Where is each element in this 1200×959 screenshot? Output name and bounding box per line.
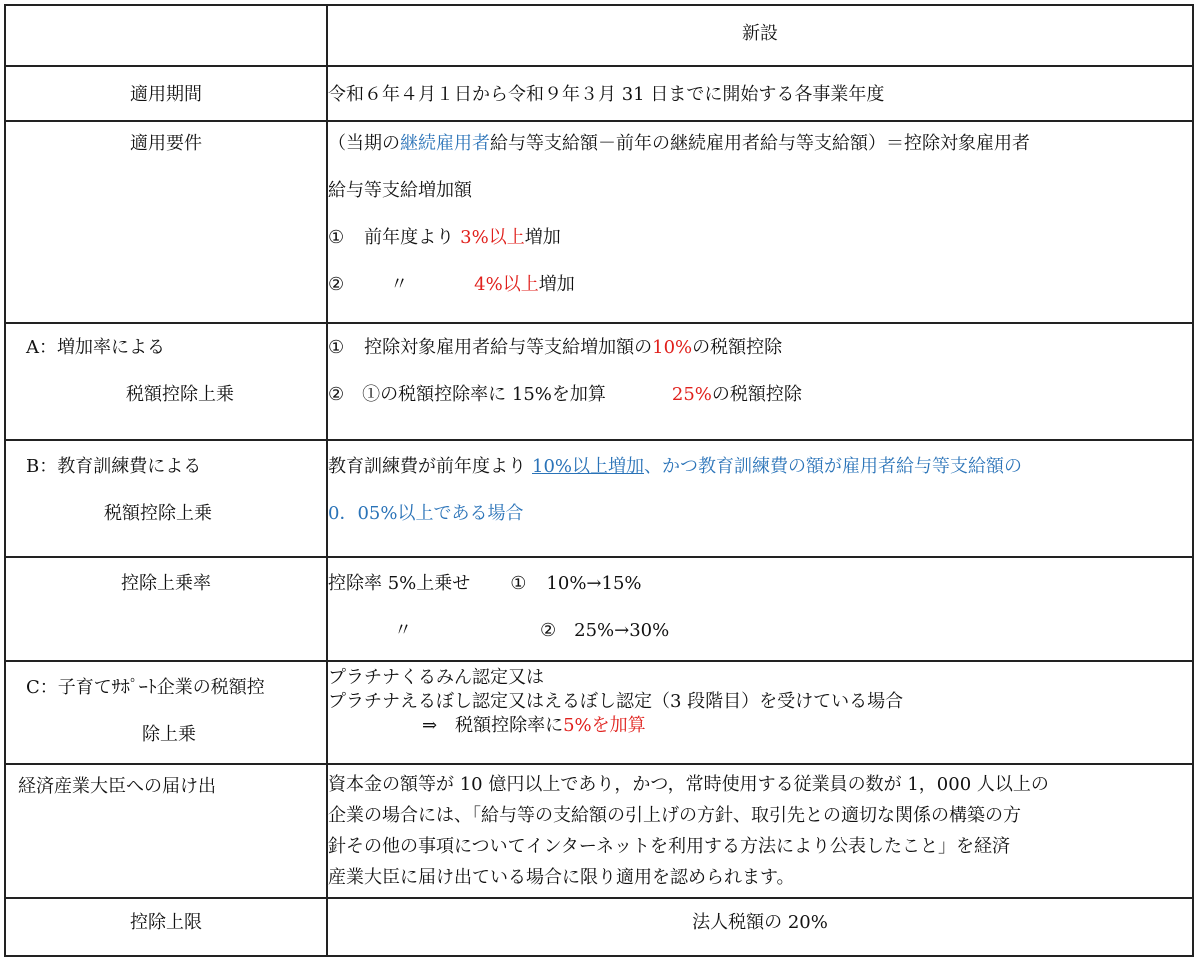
rate-line-2-ditto: 〃 xyxy=(394,620,412,641)
c-label-line-2: 除上乗 xyxy=(142,724,196,745)
item-1-mark: ① xyxy=(328,227,345,248)
c-value xyxy=(327,661,1193,764)
header-new-cell: 新設 xyxy=(327,5,1193,66)
requirements-line-2: 給与等支給増加額 xyxy=(328,180,472,201)
a-label-line-1: A：増加率による xyxy=(26,337,165,358)
notify-label: 経済産業大臣への届け出 xyxy=(5,764,327,898)
rate-value xyxy=(327,557,1193,661)
c-line-3 xyxy=(328,714,1192,738)
limit-value: 法人税額の 20% xyxy=(327,898,1193,956)
b-label-line-1: B：教育訓練費による xyxy=(26,456,202,477)
table-row-requirements xyxy=(5,121,1193,323)
table-row-b xyxy=(5,440,1193,557)
a-item-2-tail: の税額控除 xyxy=(711,384,802,405)
b-line-1 xyxy=(328,455,1192,479)
table-header-row xyxy=(5,5,1193,66)
b-line-1-underlined: 10%以上増加 xyxy=(532,456,645,477)
b-line-1-blue: 、かつ教育訓練費の額が雇用者給与等支給額の xyxy=(644,456,1023,477)
table-row-c xyxy=(5,661,1193,764)
requirements-item-1 xyxy=(328,226,1192,250)
c-line-2: プラチナえるぼし認定又はえるぼし認定（3 段階目）を受けている場合 xyxy=(328,691,904,712)
period-label: 適用期間 xyxy=(5,66,327,121)
notify-line-2: 企業の場合には、「給与等の支給額の引上げの方針、取引先との適切な関係の構築の方 xyxy=(328,805,1021,826)
rate-line-1-a: 控除率 5%上乗せ xyxy=(328,573,471,594)
a-value xyxy=(327,323,1193,440)
a-item-1-text: 控除対象雇用者給与等支給増加額の xyxy=(364,337,653,358)
c-label-line-1: C：子育てｻﾎﾟｰﾄ企業の税額控 xyxy=(26,677,265,698)
limit-label: 控除上限 xyxy=(5,898,327,956)
a-label xyxy=(5,323,327,440)
a-item-2-text: ①の税額控除率に 15%を加算 xyxy=(362,384,606,405)
a-item-1-tail: の税額控除 xyxy=(692,337,783,358)
table-row-notify xyxy=(5,764,1193,898)
period-value: 令和６年４月１日から令和９年３月 31 日までに開始する各事業年度 xyxy=(327,66,1193,121)
b-label-line-2: 税額控除上乗 xyxy=(104,503,212,524)
b-value xyxy=(327,440,1193,557)
requirements-line-1-post: 給与等支給額－前年の継続雇用者給与等支給額）＝控除対象雇用者 xyxy=(490,133,1030,154)
a-item-1 xyxy=(328,336,1192,360)
item-2-mark: ② xyxy=(328,274,345,295)
b-label xyxy=(5,440,327,557)
item-2-red: 4%以上 xyxy=(474,274,539,295)
table-row-rate xyxy=(5,557,1193,661)
rate-line-2-val: 25%→30% xyxy=(574,620,670,641)
rate-line-1-val: 10%→15% xyxy=(546,573,642,594)
notify-line-1: 資本金の額等が 10 億円以上であり，かつ，常時使用する従業員の数が 1，000 人以上の xyxy=(328,774,1049,795)
notify-line-3: 針その他の事項についてインターネットを利用する方法により公表したこと」を経済 xyxy=(328,836,1011,857)
a-item-2-mark: ② xyxy=(328,384,345,405)
item-1-text: 前年度より xyxy=(364,227,455,248)
c-line-3-text: 税額控除率に xyxy=(455,715,564,736)
requirements-value xyxy=(327,121,1193,323)
b-line-1-pre: 教育訓練費が前年度より xyxy=(328,456,526,477)
a-item-2 xyxy=(328,383,1192,407)
item-2-ditto: 〃 xyxy=(390,274,409,295)
table-row-limit xyxy=(5,898,1193,956)
a-item-1-red: 10% xyxy=(652,337,693,358)
c-line-3-arrow: ⇒ xyxy=(422,715,438,736)
rate-label: 控除上乗率 xyxy=(5,557,327,661)
a-item-2-red: 25% xyxy=(671,384,712,405)
continuing-employee-term: 継続雇用者 xyxy=(400,133,490,154)
rate-line-1-mark: ① xyxy=(510,573,527,594)
item-1-tail: 増加 xyxy=(524,227,561,248)
rate-line-1 xyxy=(328,572,1192,596)
item-1-red: 3%以上 xyxy=(460,227,525,248)
a-item-1-mark: ① xyxy=(328,337,345,358)
rate-line-2-mark: ② xyxy=(540,620,557,641)
tax-credit-table xyxy=(4,4,1194,957)
c-label xyxy=(5,661,327,764)
rate-line-2 xyxy=(328,619,1192,643)
table-row-a xyxy=(5,323,1193,440)
notify-value xyxy=(327,764,1193,898)
c-line-3-red: 5%を加算 xyxy=(563,715,646,736)
item-2-tail: 増加 xyxy=(538,274,575,295)
requirements-line-1-pre: （当期の xyxy=(328,133,400,154)
c-line-1: プラチナくるみん認定又は xyxy=(328,667,544,688)
table-row-period xyxy=(5,66,1193,121)
a-label-line-2: 税額控除上乗 xyxy=(126,384,234,405)
requirements-item-2 xyxy=(328,273,1192,297)
requirements-label: 適用要件 xyxy=(5,121,327,323)
header-left-cell xyxy=(5,5,327,66)
b-line-2: 0．05%以上である場合 xyxy=(328,503,524,524)
requirements-line-1 xyxy=(328,132,1192,156)
notify-line-4: 産業大臣に届け出ている場合に限り適用を認められます。 xyxy=(328,867,795,888)
